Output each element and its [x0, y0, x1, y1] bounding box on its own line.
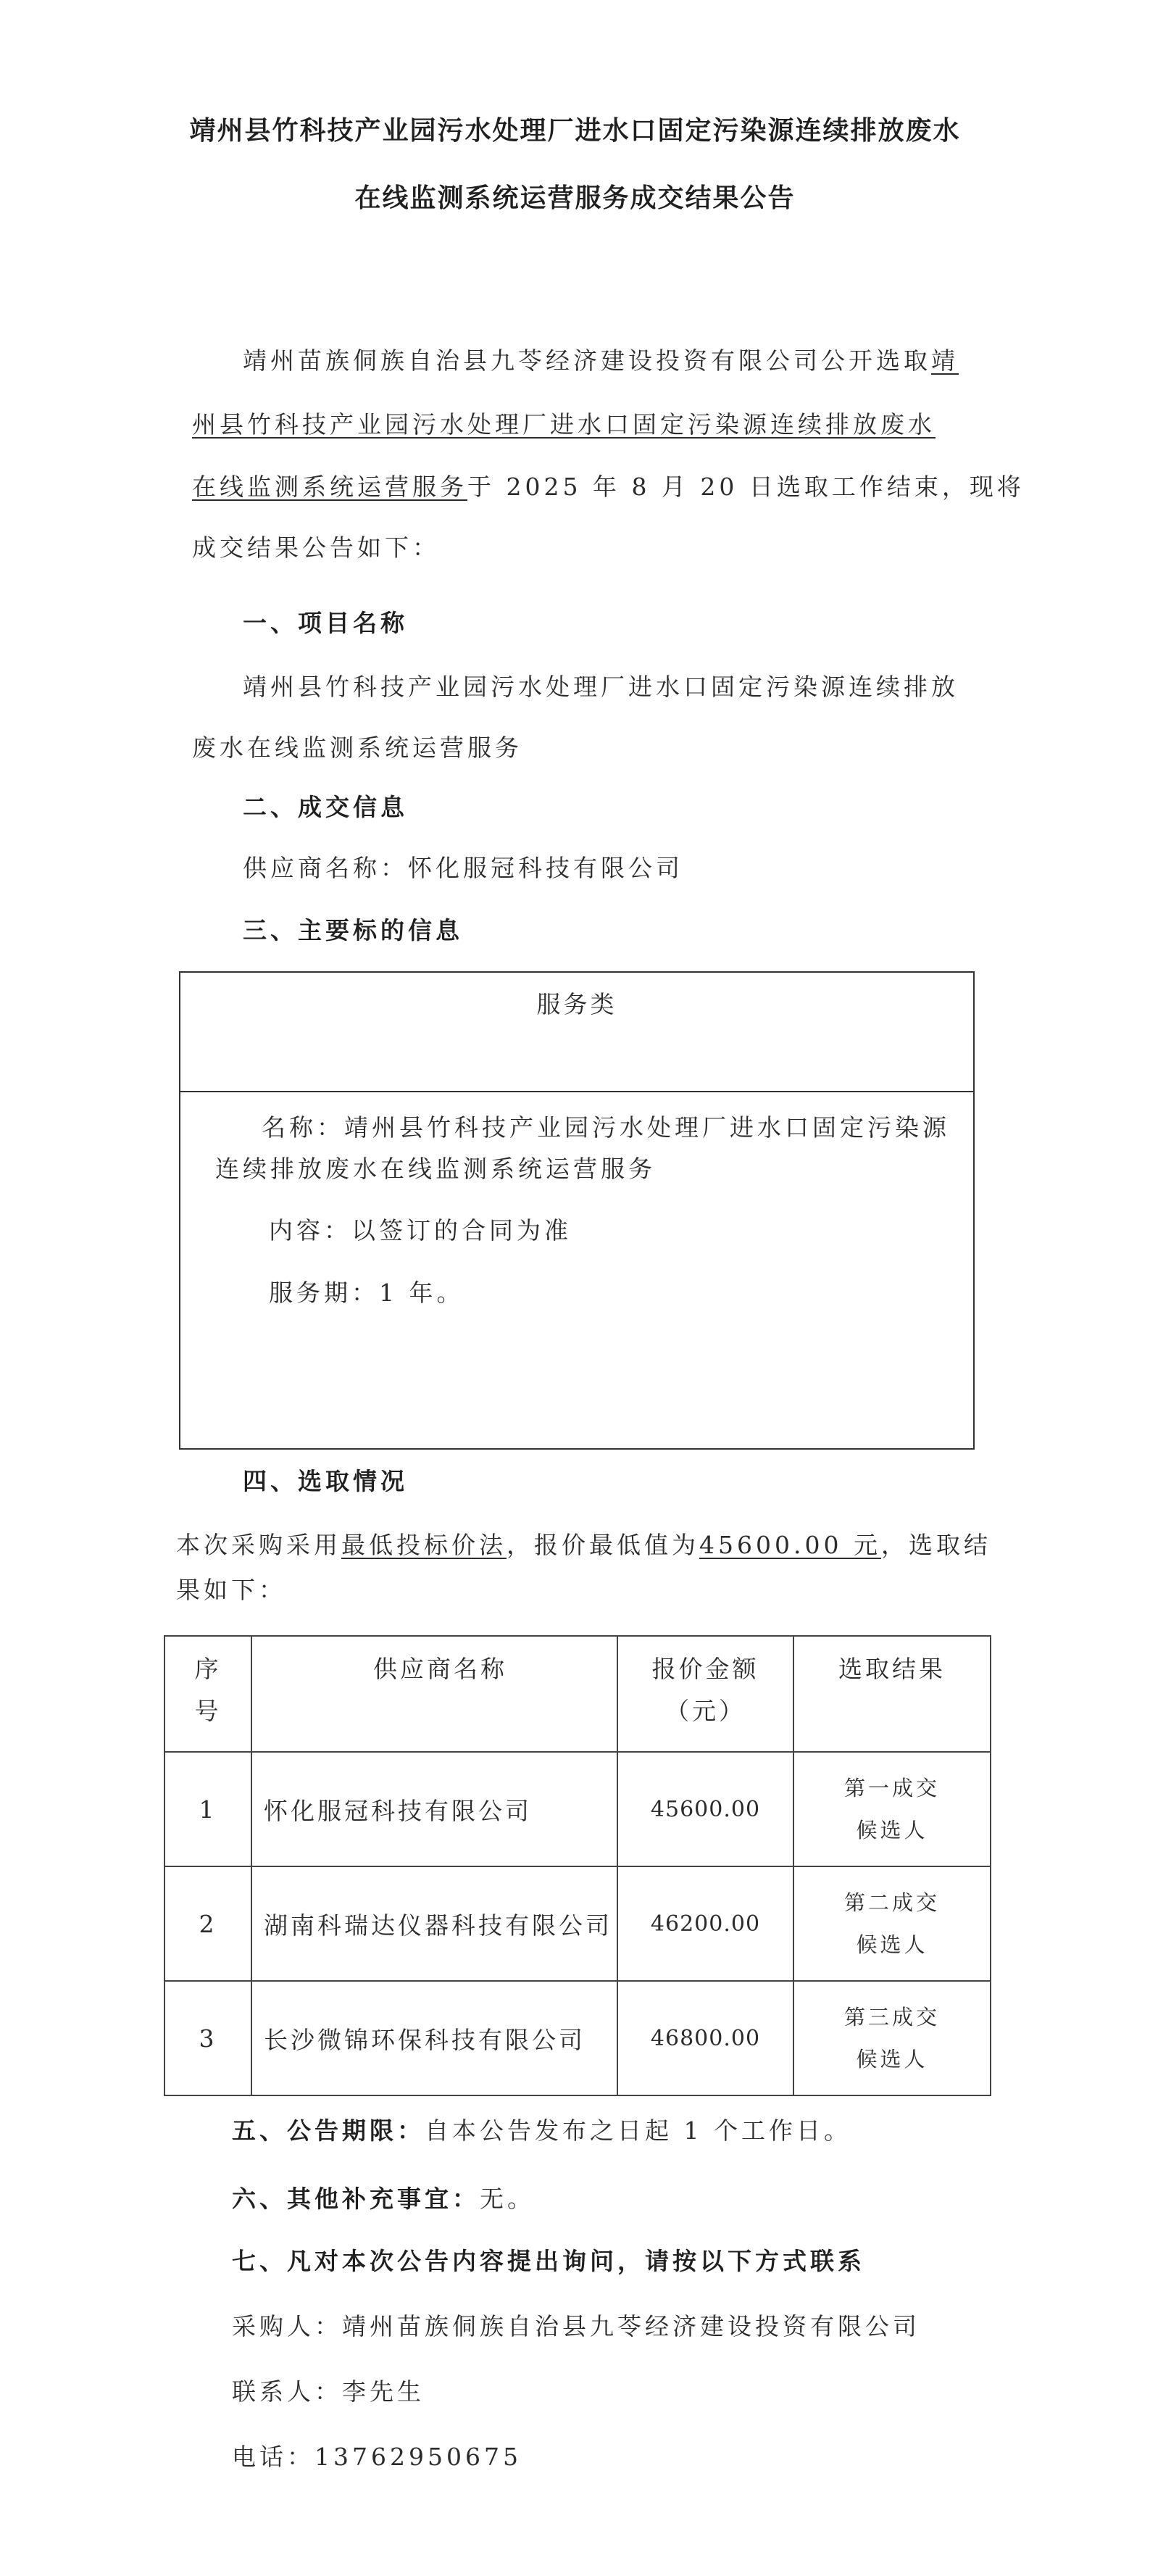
service-box-divider — [180, 1091, 973, 1092]
section-6-text: 无。 — [480, 2185, 535, 2213]
header-supplier-name: 供应商名称 — [251, 1636, 617, 1752]
row-supplier-name: 长沙微锦环保科技有限公司 — [251, 1981, 617, 2095]
contact-buyer: 采购人：靖州苗族侗族自治县九苓经济建设投资有限公司 — [232, 2312, 920, 2340]
row-supplier-name: 怀化服冠科技有限公司 — [251, 1752, 617, 1866]
header-index: 序 号 — [164, 1636, 251, 1752]
lowest-price: 45600.00 元 — [699, 1531, 881, 1559]
intro-date-text: 于 2025 年 8 月 20 日选取工作结束，现将 — [467, 473, 1025, 501]
section-5-text: 自本公告发布之日起 1 个工作日。 — [425, 2116, 851, 2145]
section-6-heading: 六、其他补充事宜： — [232, 2185, 480, 2213]
row-supplier-name: 湖南科瑞达仪器科技有限公司 — [251, 1866, 617, 1981]
intro-project-link: 靖 — [931, 346, 959, 375]
section-2-heading: 二、成交信息 — [243, 793, 408, 821]
row-price: 45600.00 — [617, 1752, 793, 1866]
section-1-line-1: 靖州县竹科技产业园污水处理厂进水口固定污染源连续排放 — [243, 673, 959, 701]
row-index: 3 — [164, 1981, 251, 2095]
section-6 — [232, 2180, 535, 2214]
contact-person: 联系人：李先生 — [232, 2377, 425, 2406]
header-result: 选取结果 — [793, 1636, 991, 1752]
row-index: 2 — [164, 1866, 251, 1981]
section-5 — [232, 2112, 851, 2146]
row-index: 1 — [164, 1752, 251, 1866]
results-table — [164, 1635, 991, 2096]
table-row — [164, 1866, 991, 1981]
service-content: 内容：以签订的合同为准 — [269, 1216, 572, 1245]
results-table-header — [164, 1636, 991, 1752]
section-7-heading: 七、凡对本次公告内容提出询问，请按以下方式联系 — [232, 2247, 865, 2275]
intro-line-3 — [192, 468, 1025, 502]
section-5-heading: 五、公告期限： — [232, 2116, 425, 2145]
service-name-line-1: 名称：靖州县竹科技产业园污水处理厂进水口固定污染源 — [262, 1113, 950, 1142]
selection-method-line-2: 果如下： — [176, 1576, 286, 1604]
intro-line-4: 成交结果公告如下： — [192, 533, 440, 562]
selection-method: 最低投标价法 — [341, 1531, 507, 1559]
row-result: 第一成交 候选人 — [793, 1752, 991, 1866]
header-price: 报价金额 （元） — [617, 1636, 793, 1752]
page-title-line-2: 在线监测系统运营服务成交结果公告 — [354, 183, 796, 213]
section-4-heading: 四、选取情况 — [243, 1467, 408, 1495]
section-3-heading: 三、主要标的信息 — [243, 916, 463, 944]
row-price: 46800.00 — [617, 1981, 793, 2095]
intro-purchaser: 靖州苗族侗族自治县九苓经济建设投资有限公司公开选取 — [243, 346, 931, 375]
selection-method-text-c: ，选取结 — [880, 1531, 991, 1559]
selection-method-line — [176, 1526, 991, 1561]
section-1-line-2: 废水在线监测系统运营服务 — [192, 734, 522, 762]
table-row — [164, 1981, 991, 2095]
page-title-line-1: 靖州县竹科技产业园污水处理厂进水口固定污染源连续排放废水 — [189, 115, 961, 146]
service-category-label: 服务类 — [536, 990, 617, 1018]
intro-line-2: 州县竹科技产业园污水处理厂进水口固定污染源连续排放废水 — [192, 410, 936, 439]
intro-line-1 — [243, 342, 959, 376]
section-1-heading: 一、项目名称 — [243, 609, 408, 637]
service-period: 服务期：1 年。 — [269, 1279, 464, 1307]
service-name-line-2: 连续排放废水在线监测系统运营服务 — [215, 1155, 656, 1183]
row-price: 46200.00 — [617, 1866, 793, 1981]
row-result: 第二成交 候选人 — [793, 1866, 991, 1981]
table-row — [164, 1752, 991, 1866]
selection-method-text-a: 本次采购采用 — [176, 1531, 341, 1559]
row-result: 第三成交 候选人 — [793, 1981, 991, 2095]
intro-project-link-end: 在线监测系统运营服务 — [192, 473, 467, 501]
service-info-box — [179, 971, 975, 1450]
selection-method-text-b: ，报价最低值为 — [507, 1531, 699, 1559]
section-2-supplier: 供应商名称：怀化服冠科技有限公司 — [243, 854, 683, 882]
contact-phone: 电话：13762950675 — [232, 2443, 522, 2471]
